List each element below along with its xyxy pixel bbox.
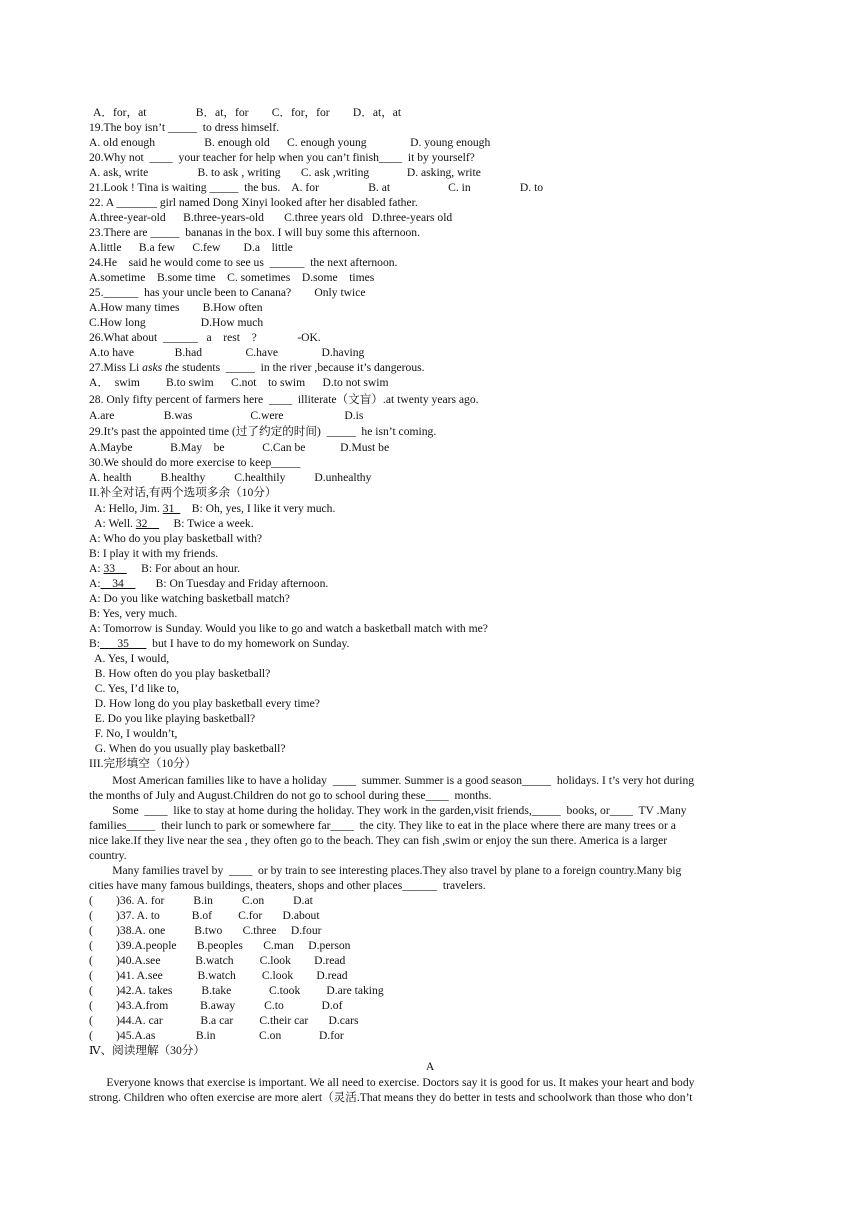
cloze-choice-45: ( )45.A.as B.in C.on D.for	[89, 1029, 344, 1042]
blank-34: __34__	[100, 577, 136, 590]
question-22: 22. A _______ girl named Dong Xinyi looked after her disabled father.	[89, 196, 418, 209]
option-g: G. When do you usually play basketball?	[89, 742, 286, 755]
question-23: 23.There are _____ bananas in the box. I will buy some this afternoon.	[89, 226, 420, 239]
question-29: 29.It’s past the appointed time (过了约定的时间) _____ he isn’t coming.	[89, 425, 437, 438]
question-26: 26.What about ______ a rest ? -OK.	[89, 331, 321, 344]
blank-32: 32__	[135, 517, 160, 530]
option-d: D. How long do you play basketball every time?	[89, 697, 320, 710]
cloze-paragraph-1: the months of July and August.Children do not go to school during these____ months.	[89, 789, 492, 802]
section-2-title: II.补全对话,有两个选项多余（10分）	[89, 486, 277, 499]
q27-options: A． swim B.to swim C.not to swim D.to not swim	[89, 376, 389, 389]
cloze-paragraph-2: country.	[89, 849, 127, 862]
dialogue-line-10	[89, 637, 349, 651]
q19-options: A. old enough B. enough old C. enough young D. young enough	[89, 136, 491, 149]
dialogue-line-3: A: Who do you play basketball with?	[89, 532, 263, 545]
q27-text-start: 27.Miss Li	[89, 361, 143, 374]
cloze-paragraph-1: Most American families like to have a holiday ____ summer. Summer is a good season_____ holidays. I t’s very hot during	[89, 774, 695, 787]
reading-text: Everyone knows that exercise is important. We all need to exercise. Doctors say it is good for us. It makes your heart and body	[89, 1076, 695, 1089]
cloze-choice-39: ( )39.A.people B.peoples C.man D.person	[89, 939, 351, 952]
q23-options: A.little B.a few C.few D.a little	[89, 241, 293, 254]
passage-label: A	[425, 1060, 435, 1073]
dialogue-text: B: Oh, yes, I like it very much.	[180, 502, 336, 515]
blank-31: 31_	[162, 502, 181, 515]
dialogue-text: A:	[89, 577, 101, 590]
option-c: C. Yes, I’d like to,	[89, 682, 180, 695]
section-4-title: Ⅳ、阅读理解（30分）	[89, 1044, 205, 1057]
dialogue-line-7: A: Do you like watching basketball match?	[89, 592, 290, 605]
q22-options: A.three-year-old B.three-years-old C.three years old D.three-years old	[89, 211, 453, 224]
dialogue-text: B: Twice a week.	[159, 517, 254, 530]
cloze-choice-40: ( )40.A.see B.watch C.look D.read	[89, 954, 346, 967]
cloze-choice-38: ( )38.A. one B.two C.three D.four	[89, 924, 322, 937]
dialogue-text: A: Hello, Jim.	[89, 502, 163, 515]
dialogue-line-4: B: I play it with my friends.	[89, 547, 219, 560]
question-28: 28. Only fifty percent of farmers here ____ illiterate（文盲）.at twenty years ago.	[89, 393, 479, 406]
question-27	[89, 361, 425, 375]
dialogue-text: but I have to do my homework on Sunday.	[146, 637, 350, 650]
q26-options: A.to have B.had C.have D.having	[89, 346, 365, 359]
option-e: E. Do you like playing basketball?	[89, 712, 256, 725]
dialogue-line-6	[89, 577, 328, 591]
blank-33: 33__	[103, 562, 127, 575]
q25-options-cd: C.How long D.How much	[89, 316, 264, 329]
question-30: 30.We should do more exercise to keep_____	[89, 456, 301, 469]
q29-options: A.Maybe B.May be C.Can be D.Must be	[89, 441, 390, 454]
dialogue-line-5	[89, 562, 240, 576]
cloze-choice-37: ( )37. A. to B.of C.for D.about	[89, 909, 320, 922]
dialogue-text: B:	[89, 637, 100, 650]
option-b: B. How often do you play basketball?	[89, 667, 271, 680]
cloze-choice-41: ( )41. A.see B.watch C.look D.read	[89, 969, 348, 982]
dialogue-line-9: A: Tomorrow is Sunday. Would you like to go and watch a basketball match with me?	[89, 622, 488, 635]
blank-35: ___35___	[99, 637, 147, 650]
dialogue-text: B: For about an hour.	[126, 562, 241, 575]
dialogue-text: A: Well.	[89, 517, 136, 530]
option-f: F. No, I wouldn’t,	[89, 727, 178, 740]
q25-options-ab: A.How many times B.How often	[89, 301, 263, 314]
reading-text: strong. Children who often exercise are more alert（灵活.That means they do better in tests and schoolwork than those who don’t	[89, 1091, 693, 1104]
section-3-title: III.完形填空（10分）	[89, 757, 197, 770]
dialogue-line-2	[89, 517, 254, 531]
option-a: A. Yes, I would,	[89, 652, 170, 665]
question-21: 21.Look ! Tina is waiting _____ the bus. A. for B. at C. in D. to	[89, 181, 544, 194]
dialogue-text: B: On Tuesday and Friday afternoon.	[135, 577, 329, 590]
dialogue-line-1	[89, 502, 335, 516]
q27-italic-text: asks t	[142, 361, 169, 374]
q24-options: A.sometime B.some time C. sometimes D.some times	[89, 271, 375, 284]
dialogue-line-8: B: Yes, very much.	[89, 607, 178, 620]
cloze-choice-43: ( )43.A.from B.away C.to D.of	[89, 999, 343, 1012]
cloze-paragraph-2: Some ____ like to stay at home during the holiday. They work in the garden,visit friends,_____ books, or____ TV .Many	[89, 804, 687, 817]
question-19: 19.The boy isn’t _____ to dress himself.	[89, 121, 280, 134]
cloze-paragraph-3: Many families travel by ____ or by train to see interesting places.They also travel by plane to a foreign country.Many big	[89, 864, 682, 877]
q30-options: A. health B.healthy C.healthily D.unhealthy	[89, 471, 372, 484]
cloze-choice-36: ( )36. A. for B.in C.on D.at	[89, 894, 313, 907]
q27-text-end: he students _____ in the river ,because it’s dangerous.	[168, 361, 425, 374]
dialogue-text: A:	[89, 562, 104, 575]
cloze-choice-42: ( )42.A. takes B.take C.took D.are taking	[89, 984, 384, 997]
question-20: 20.Why not ____ your teacher for help when you can’t finish____ it by yourself?	[89, 151, 475, 164]
question-25: 25.______ has your uncle been to Canana? Only twice	[89, 286, 366, 299]
q28-options: A.are B.was C.were D.is	[89, 409, 364, 422]
cloze-paragraph-2: families_____ their lunch to park or somewhere far____ the city. They like to eat in the place where there are many trees or a	[89, 819, 676, 832]
cloze-choice-44: ( )44.A. car B.a car C.their car D.cars	[89, 1014, 359, 1027]
cloze-paragraph-3: cities have many famous buildings, theaters, shops and other places______ travelers.	[89, 879, 486, 892]
question-24: 24.He said he would come to see us ______ the next afternoon.	[89, 256, 398, 269]
cloze-paragraph-2: nice lake.If they live near the sea , they often go to the beach. They can fish ,swim or enjoy the sun there. America is a larger	[89, 834, 668, 847]
q18-options: A．for，at B．at，for C．for，for D．at，at	[93, 106, 402, 119]
q20-options: A. ask, write B. to ask , writing C. ask ,writing D. asking, write	[89, 166, 481, 179]
